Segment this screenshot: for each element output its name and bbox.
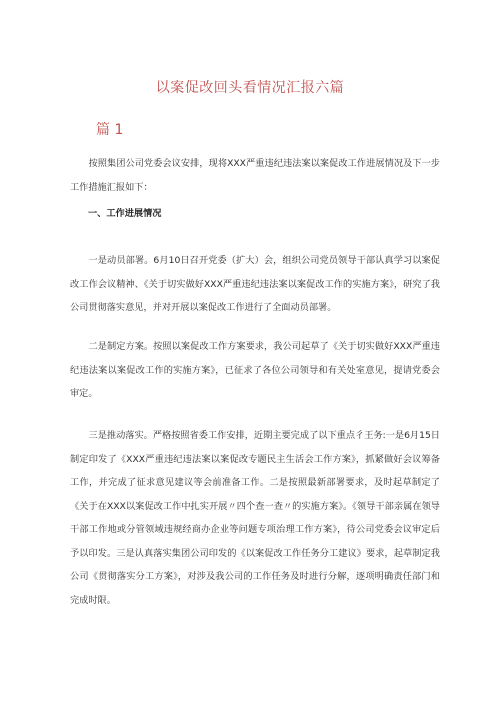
paragraph-mobilization: 一是动员部署。6月10日召开党委（扩大）会，组织公司党员领导干部认真学习以案促改工作会议精神、《关于切实做好XXX严重违纪违法案以案促改工作的实施方案》，研究了我公司贯彻落实意见，并对开展以案促改工作进行了全面动员部署。 [70, 255, 440, 313]
paragraph-implementation: 三是推动落实。严格按照省委工作安排，近期主要完成了以下重点彳王务:一是6月15日制定印发了《XXX严重违纪违法案以案促改专题民主生活会工作方案》，抓紧做好会议筹备工作，并完成了征求意见建议等会前准备工作。二是按照最新部署要求，及时起草制定了《关于在XXX以案促改工作中扎实开展〃四个查一查〃的实施方案》。《领导干部亲属在领导干部工作地或分管领域违规经商办企业等问题专项治理工作方案》，待公司党委会议审定后予以印发。三是认真落实集团公司印发的《以案促改工作任务分工建议》要求，起草制定我公司《贯彻落实分工方案》，对涉及我公司的工作任务及时进行分解，逐项明确责任部门和完成时限。 [70, 430, 440, 606]
document-title: 以案促改回头看情况汇报六篇 [155, 80, 345, 96]
intro-paragraph: 按照集团公司党委会议安排，现将XXX严重违纪违法案以案促改工作进展情况及下一步工作措施汇报如下： [70, 158, 440, 193]
section-title: 篇 1 [96, 122, 124, 138]
section-heading: 一、工作进展情况 [88, 208, 162, 219]
paragraph-plan: 二是制定方案。按照以案促改工作方案要求，我公司起草了《关于切实做好XXX严重违纪违法案以案促改工作的实施方案》，已征求了各位公司领导和有关处室意见，提请党委会审定。 [70, 341, 440, 399]
